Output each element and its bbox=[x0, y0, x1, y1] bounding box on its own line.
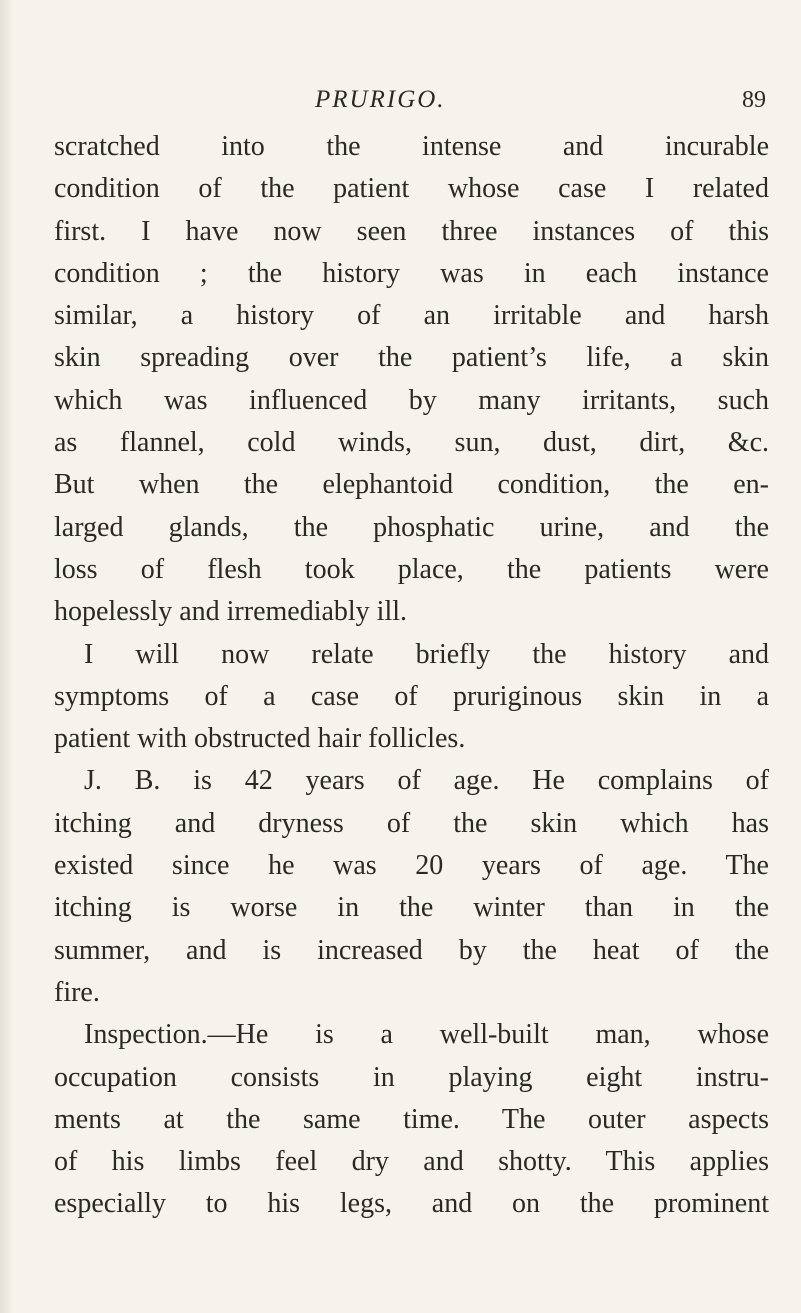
text-line-17: itching and dryness of the skin which has bbox=[54, 807, 769, 839]
text-line-2: condition of the patient whose case I related bbox=[54, 173, 769, 205]
text-line-23: occupation consists in playing eight instru- bbox=[54, 1061, 769, 1093]
text-line-7: which was influenced by many irritants, such bbox=[54, 384, 769, 416]
text-line-21: fire. bbox=[54, 976, 100, 1008]
text-line-12: hopelessly and irremediably ill. bbox=[54, 596, 408, 628]
text-line-10: larged glands, the phosphatic urine, and the bbox=[54, 511, 769, 543]
text-line-1: scratched into the intense and incurable bbox=[54, 131, 769, 162]
text-line-14: symptoms of a case of pruriginous skin in a bbox=[54, 680, 769, 712]
text-line-22: Inspection.—He is a well-built man, whose bbox=[84, 1019, 769, 1051]
body-text bbox=[54, 126, 769, 1226]
text-line-11: loss of flesh took place, the patients were bbox=[54, 553, 769, 585]
text-line-8: as flannel, cold winds, sun, dust, dirt, &c. bbox=[54, 427, 769, 459]
text-line-5: similar, a history of an irritable and harsh bbox=[54, 300, 769, 332]
text-line-15: patient with obstructed hair follicles. bbox=[54, 723, 466, 755]
page-number: 89 bbox=[742, 87, 766, 113]
text-line-20: summer, and is increased by the heat of the bbox=[54, 934, 769, 966]
text-line-18: existed since he was 20 years of age. The bbox=[54, 850, 769, 882]
text-line-9: But when the elephantoid condition, the en- bbox=[54, 469, 769, 501]
page-edge-shadow bbox=[0, 0, 14, 1313]
text-line-19: itching is worse in the winter than in the bbox=[54, 892, 769, 924]
text-line-26: especially to his legs, and on the prominent bbox=[54, 1188, 769, 1220]
text-line-16: J. B. is 42 years of age. He complains of bbox=[84, 765, 769, 797]
text-line-3: first. I have now seen three instances of this bbox=[54, 215, 769, 247]
text-line-6: skin spreading over the patient’s life, a skin bbox=[54, 342, 769, 374]
running-title: PRURIGO. bbox=[315, 86, 446, 113]
text-line-24: ments at the same time. The outer aspects bbox=[54, 1103, 769, 1135]
text-line-4: condition ; the history was in each instance bbox=[54, 257, 769, 289]
running-head bbox=[0, 80, 801, 120]
text-line-13: I will now relate briefly the history and bbox=[84, 638, 769, 670]
text-line-25: of his limbs feel dry and shotty. This applies bbox=[54, 1146, 769, 1178]
